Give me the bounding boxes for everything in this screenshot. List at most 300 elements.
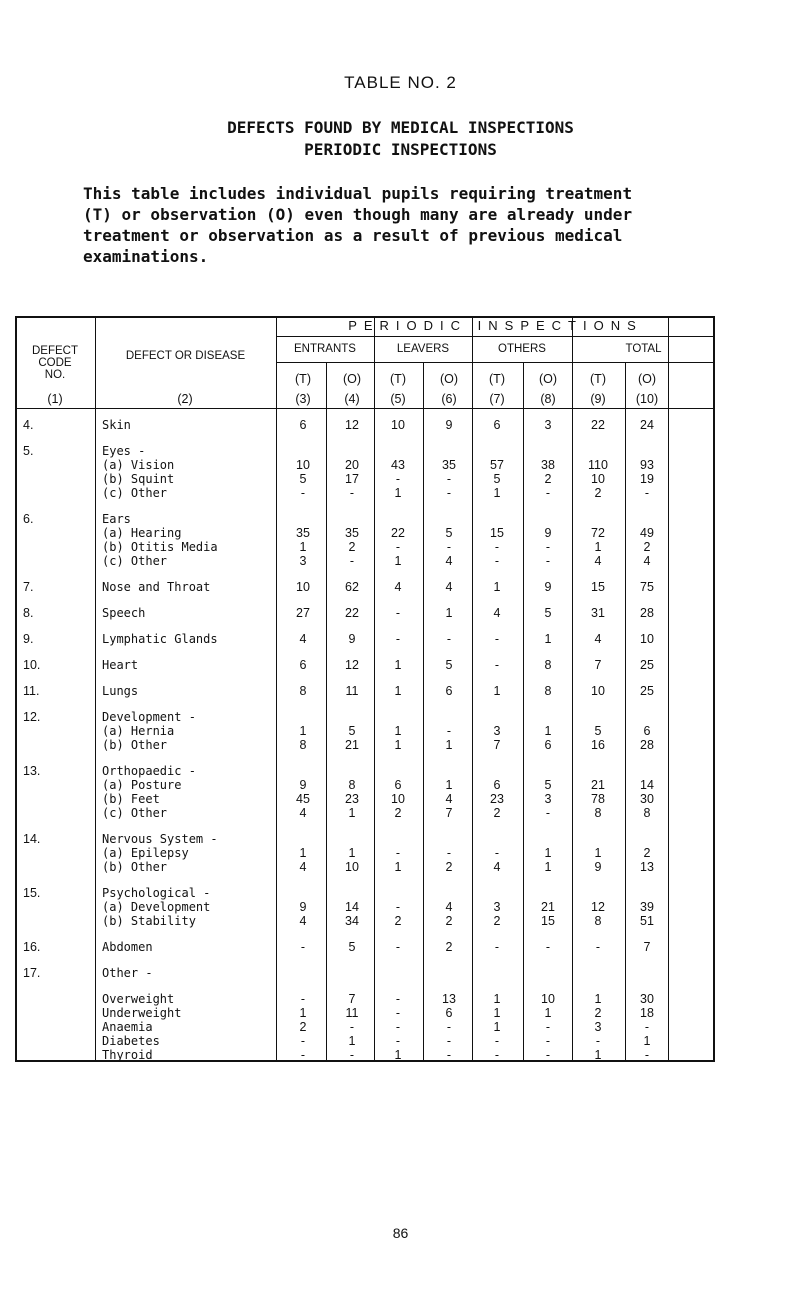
table-cell: 72 bbox=[591, 526, 605, 540]
title-line-2: PERIODIC INSPECTIONS bbox=[304, 140, 497, 159]
defect-label: (b) Feet bbox=[102, 792, 160, 806]
table-cell: - bbox=[595, 940, 601, 954]
table-cell: 1 bbox=[544, 724, 552, 738]
defect-code: 11. bbox=[23, 684, 40, 698]
table-cell: 11 bbox=[345, 1006, 359, 1020]
table-cell: 23 bbox=[345, 792, 359, 806]
grid-line bbox=[276, 336, 715, 337]
column-number: (6) bbox=[441, 392, 457, 406]
table-cell: 1 bbox=[394, 486, 402, 500]
table-cell: - bbox=[545, 1020, 551, 1034]
table-cell: 11 bbox=[345, 684, 359, 698]
table-cell: - bbox=[395, 632, 401, 646]
table-cell: 7 bbox=[594, 658, 602, 672]
table-cell: 5 bbox=[299, 472, 307, 486]
table-cell: 15 bbox=[541, 914, 555, 928]
column-number: (5) bbox=[390, 392, 406, 406]
table-cell: 2 bbox=[544, 472, 552, 486]
table-cell: 23 bbox=[490, 792, 504, 806]
table-cell: - bbox=[300, 940, 306, 954]
column-subheader: (O) bbox=[342, 372, 362, 386]
table-cell: 1 bbox=[299, 540, 307, 554]
defect-label: (a) Epilepsy bbox=[102, 846, 189, 860]
intro-line: This table includes individual pupils requiring treatment bbox=[83, 184, 633, 203]
table-cell: 1 bbox=[394, 658, 402, 672]
table-cell: 1 bbox=[493, 486, 501, 500]
table-cell: 4 bbox=[299, 914, 307, 928]
defect-code: 12. bbox=[23, 710, 41, 724]
table-cell: 2 bbox=[445, 914, 453, 928]
table-cell: 28 bbox=[640, 606, 654, 620]
table-cell: 9 bbox=[544, 580, 552, 594]
table-cell: 4 bbox=[445, 554, 453, 568]
table-cell: - bbox=[446, 632, 452, 646]
table-cell: - bbox=[545, 486, 551, 500]
defect-label: Heart bbox=[102, 658, 139, 672]
column-number: (7) bbox=[489, 392, 505, 406]
defect-label: (a) Posture bbox=[102, 778, 182, 792]
table-cell: 4 bbox=[299, 806, 307, 820]
table-cell: - bbox=[395, 606, 401, 620]
defect-label: (c) Other bbox=[102, 554, 168, 568]
grid-line bbox=[95, 316, 96, 1062]
table-cell: - bbox=[349, 554, 355, 568]
table-cell: 17 bbox=[345, 472, 359, 486]
table-cell: 6 bbox=[445, 684, 453, 698]
table-cell: 5 bbox=[445, 658, 453, 672]
table-cell: 1 bbox=[493, 1006, 501, 1020]
defect-code: 7. bbox=[23, 580, 34, 594]
table-cell: 10 bbox=[296, 458, 310, 472]
table-cell: - bbox=[300, 486, 306, 500]
table-cell: 5 bbox=[445, 526, 453, 540]
table-cell: 1 bbox=[594, 992, 602, 1006]
table-cell: 2 bbox=[493, 914, 501, 928]
table-cell: 30 bbox=[640, 992, 654, 1006]
table-cell: - bbox=[595, 1034, 601, 1048]
grid-line bbox=[276, 362, 715, 363]
table-cell: 12 bbox=[345, 658, 359, 672]
table-cell: 7 bbox=[348, 992, 356, 1006]
column-number: (1) bbox=[47, 392, 63, 406]
table-cell: 21 bbox=[541, 900, 555, 914]
table-cell: 35 bbox=[442, 458, 456, 472]
table-cell: 57 bbox=[490, 458, 504, 472]
table-cell: 25 bbox=[640, 658, 654, 672]
table-cell: 2 bbox=[394, 914, 402, 928]
table-cell: 4 bbox=[445, 792, 453, 806]
table-cell: 10 bbox=[640, 632, 654, 646]
table-cell: 1 bbox=[394, 738, 402, 752]
column-number: (2) bbox=[177, 392, 193, 406]
table-cell: 15 bbox=[591, 580, 605, 594]
table-cell: 5 bbox=[493, 472, 501, 486]
table-cell: 9 bbox=[594, 860, 602, 874]
table-cell: 10 bbox=[591, 472, 605, 486]
table-cell: 9 bbox=[299, 900, 307, 914]
table-cell: 2 bbox=[299, 1020, 307, 1034]
table-cell: 3 bbox=[493, 724, 501, 738]
defect-code: 9. bbox=[23, 632, 34, 646]
table-cell: 8 bbox=[544, 684, 552, 698]
table-cell: - bbox=[395, 940, 401, 954]
table-cell: 13 bbox=[442, 992, 456, 1006]
table-cell: 10 bbox=[296, 580, 310, 594]
table-cell: 45 bbox=[296, 792, 310, 806]
table-cell: 4 bbox=[493, 860, 501, 874]
defect-label: Development - bbox=[102, 710, 196, 724]
defect-label: Overweight bbox=[102, 992, 175, 1006]
table-cell: 62 bbox=[345, 580, 359, 594]
table-cell: 1 bbox=[544, 632, 552, 646]
table-cell: 49 bbox=[640, 526, 654, 540]
table-cell: - bbox=[494, 1034, 500, 1048]
defect-label: (a) Vision bbox=[102, 458, 175, 472]
column-subheader: (O) bbox=[439, 372, 459, 386]
table-cell: - bbox=[446, 846, 452, 860]
table-cell: 1 bbox=[493, 1020, 501, 1034]
defect-code: 14. bbox=[23, 832, 41, 846]
defect-label: (b) Other bbox=[102, 738, 168, 752]
defect-code: 17. bbox=[23, 966, 41, 980]
defect-label: Nose and Throat bbox=[102, 580, 211, 594]
table-cell: 10 bbox=[591, 684, 605, 698]
table-cell: 2 bbox=[594, 486, 602, 500]
defect-label: (a) Hearing bbox=[102, 526, 182, 540]
defect-label: Lungs bbox=[102, 684, 139, 698]
table-cell: - bbox=[395, 900, 401, 914]
table-cell: 1 bbox=[544, 860, 552, 874]
table-cell: - bbox=[349, 1048, 355, 1062]
table-cell: 1 bbox=[445, 606, 453, 620]
table-cell: 1 bbox=[348, 1034, 356, 1048]
table-cell: 1 bbox=[445, 778, 453, 792]
table-cell: 8 bbox=[299, 738, 307, 752]
table-cell: 6 bbox=[394, 778, 402, 792]
table-cell: 34 bbox=[345, 914, 359, 928]
table-cell: - bbox=[300, 1034, 306, 1048]
column-number: (3) bbox=[295, 392, 311, 406]
table-cell: 15 bbox=[490, 526, 504, 540]
column-subheader: (T) bbox=[590, 372, 606, 386]
table-cell: 1 bbox=[394, 724, 402, 738]
table-cell: - bbox=[446, 472, 452, 486]
intro-line: treatment or observation as a result of previous medical bbox=[83, 226, 623, 245]
column-subheader: (T) bbox=[390, 372, 406, 386]
table-cell: 4 bbox=[445, 580, 453, 594]
code-header: DEFECT CODE NO. bbox=[32, 345, 78, 381]
column-group-header: OTHERS bbox=[498, 343, 546, 355]
table-cell: 2 bbox=[643, 540, 651, 554]
table-cell: - bbox=[494, 632, 500, 646]
table-cell: 28 bbox=[640, 738, 654, 752]
defect-label: Ears bbox=[102, 512, 131, 526]
defect-label: (a) Development bbox=[102, 900, 211, 914]
table-cell: 1 bbox=[594, 1048, 602, 1062]
table-cell: 1 bbox=[348, 846, 356, 860]
table-cell: - bbox=[644, 1020, 650, 1034]
column-group-header: TOTAL bbox=[625, 343, 662, 355]
table-cell: 1 bbox=[493, 992, 501, 1006]
table-cell: 4 bbox=[643, 554, 651, 568]
table-cell: 5 bbox=[544, 606, 552, 620]
table-cell: 3 bbox=[544, 418, 552, 432]
table-cell: - bbox=[545, 1048, 551, 1062]
periodic-inspections-header: PERIODIC INSPECTIONS bbox=[348, 318, 643, 333]
table-cell: - bbox=[395, 540, 401, 554]
table-cell: 5 bbox=[348, 724, 356, 738]
table-cell: 22 bbox=[591, 418, 605, 432]
table-cell: - bbox=[446, 1034, 452, 1048]
table-cell: 1 bbox=[299, 724, 307, 738]
table-cell: - bbox=[300, 992, 306, 1006]
defect-code: 6. bbox=[23, 512, 34, 526]
table-cell: 8 bbox=[594, 914, 602, 928]
table-cell: - bbox=[395, 1006, 401, 1020]
table-cell: 1 bbox=[394, 684, 402, 698]
defect-code: 8. bbox=[23, 606, 34, 620]
table-cell: 2 bbox=[394, 806, 402, 820]
table-cell: - bbox=[300, 1048, 306, 1062]
table-cell: 6 bbox=[299, 658, 307, 672]
table-cell: - bbox=[494, 940, 500, 954]
defect-label: Orthopaedic - bbox=[102, 764, 196, 778]
table-cell: - bbox=[494, 846, 500, 860]
table-cell: 5 bbox=[348, 940, 356, 954]
disease-header: DEFECT OR DISEASE bbox=[125, 350, 246, 362]
defect-label: (b) Other bbox=[102, 860, 168, 874]
defect-code: 13. bbox=[23, 764, 41, 778]
table-cell: 6 bbox=[544, 738, 552, 752]
table-cell: 7 bbox=[445, 806, 453, 820]
table-cell: 10 bbox=[345, 860, 359, 874]
defect-label: Anaemia bbox=[102, 1020, 153, 1034]
table-cell: - bbox=[545, 540, 551, 554]
table-cell: 5 bbox=[544, 778, 552, 792]
table-cell: - bbox=[446, 1020, 452, 1034]
table-cell: 110 bbox=[588, 458, 608, 472]
table-cell: 1 bbox=[299, 1006, 307, 1020]
table-cell: 14 bbox=[345, 900, 359, 914]
defect-label: Underweight bbox=[102, 1006, 182, 1020]
table-cell: - bbox=[446, 1048, 452, 1062]
column-group-header: ENTRANTS bbox=[294, 343, 356, 355]
table-cell: - bbox=[395, 472, 401, 486]
table-cell: - bbox=[644, 486, 650, 500]
table-cell: 3 bbox=[544, 792, 552, 806]
table-cell: - bbox=[446, 724, 452, 738]
defect-label: Eyes - bbox=[102, 444, 146, 458]
table-cell: 27 bbox=[296, 606, 310, 620]
defect-label: Abdomen bbox=[102, 940, 153, 954]
table-cell: 4 bbox=[445, 900, 453, 914]
table-cell: 10 bbox=[391, 792, 405, 806]
defect-code: 10. bbox=[23, 658, 41, 672]
table-cell: 4 bbox=[594, 554, 602, 568]
table-cell: - bbox=[494, 540, 500, 554]
defect-label: Nervous System - bbox=[102, 832, 218, 846]
table-cell: 3 bbox=[594, 1020, 602, 1034]
table-cell: - bbox=[545, 940, 551, 954]
grid-line bbox=[423, 362, 424, 1062]
table-cell: 21 bbox=[345, 738, 359, 752]
table-cell: - bbox=[395, 992, 401, 1006]
table-cell: 6 bbox=[493, 418, 501, 432]
table-cell: 3 bbox=[299, 554, 307, 568]
table-cell: 7 bbox=[493, 738, 501, 752]
table-cell: 16 bbox=[591, 738, 605, 752]
table-cell: 6 bbox=[643, 724, 651, 738]
defect-label: Lymphatic Glands bbox=[102, 632, 218, 646]
table-cell: - bbox=[494, 554, 500, 568]
table-cell: - bbox=[349, 1020, 355, 1034]
table-cell: 12 bbox=[591, 900, 605, 914]
table-cell: 8 bbox=[544, 658, 552, 672]
defect-code: 16. bbox=[23, 940, 41, 954]
table-cell: 9 bbox=[348, 632, 356, 646]
table-cell: 9 bbox=[544, 526, 552, 540]
defect-label: (b) Squint bbox=[102, 472, 175, 486]
table-cell: 1 bbox=[348, 806, 356, 820]
table-cell: 8 bbox=[348, 778, 356, 792]
table-cell: 8 bbox=[299, 684, 307, 698]
table-cell: - bbox=[395, 1020, 401, 1034]
table-cell: 2 bbox=[643, 846, 651, 860]
column-subheader: (O) bbox=[637, 372, 657, 386]
table-cell: - bbox=[494, 658, 500, 672]
defect-label: Speech bbox=[102, 606, 146, 620]
table-cell: 25 bbox=[640, 684, 654, 698]
table-cell: 43 bbox=[391, 458, 405, 472]
table-cell: 13 bbox=[640, 860, 654, 874]
table-cell: 10 bbox=[541, 992, 555, 1006]
table-cell: 2 bbox=[445, 940, 453, 954]
table-cell: 1 bbox=[493, 684, 501, 698]
table-cell: 2 bbox=[493, 806, 501, 820]
table-cell: 51 bbox=[640, 914, 654, 928]
column-number: (9) bbox=[590, 392, 606, 406]
table-cell: 35 bbox=[345, 526, 359, 540]
intro-line: (T) or observation (O) even though many are already under bbox=[83, 205, 633, 224]
defect-label: Diabetes bbox=[102, 1034, 160, 1048]
table-cell: 4 bbox=[299, 860, 307, 874]
table-cell: 9 bbox=[299, 778, 307, 792]
table-cell: 2 bbox=[445, 860, 453, 874]
table-cell: - bbox=[446, 486, 452, 500]
table-cell: 21 bbox=[591, 778, 605, 792]
intro-line: examinations. bbox=[83, 247, 209, 266]
table-cell: 5 bbox=[594, 724, 602, 738]
column-number: (8) bbox=[540, 392, 556, 406]
grid-line bbox=[572, 316, 573, 1062]
table-cell: 39 bbox=[640, 900, 654, 914]
defect-label: Thyroid bbox=[102, 1048, 153, 1062]
table-cell: 75 bbox=[640, 580, 654, 594]
table-cell: - bbox=[644, 1048, 650, 1062]
table-cell: - bbox=[545, 806, 551, 820]
table-cell: 1 bbox=[394, 860, 402, 874]
table-cell: - bbox=[545, 1034, 551, 1048]
column-number: (4) bbox=[344, 392, 360, 406]
table-cell: - bbox=[349, 486, 355, 500]
defect-label: (b) Stability bbox=[102, 914, 196, 928]
table-cell: - bbox=[494, 1048, 500, 1062]
column-subheader: (T) bbox=[295, 372, 311, 386]
table-cell: 8 bbox=[594, 806, 602, 820]
defect-code: 15. bbox=[23, 886, 41, 900]
table-cell: 1 bbox=[544, 1006, 552, 1020]
table-cell: 6 bbox=[299, 418, 307, 432]
grid-line bbox=[276, 316, 277, 1062]
table-cell: 7 bbox=[643, 940, 651, 954]
table-cell: 22 bbox=[391, 526, 405, 540]
table-cell: 8 bbox=[643, 806, 651, 820]
table-cell: 30 bbox=[640, 792, 654, 806]
defect-label: (b) Otitis Media bbox=[102, 540, 218, 554]
table-cell: 1 bbox=[594, 846, 602, 860]
table-cell: 9 bbox=[445, 418, 453, 432]
grid-line bbox=[15, 408, 715, 409]
table-cell: 1 bbox=[394, 1048, 402, 1062]
table-cell: 20 bbox=[345, 458, 359, 472]
table-cell: 38 bbox=[541, 458, 555, 472]
table-cell: 1 bbox=[643, 1034, 651, 1048]
table-cell: 14 bbox=[640, 778, 654, 792]
table-cell: 4 bbox=[394, 580, 402, 594]
table-cell: 24 bbox=[640, 418, 654, 432]
table-cell: 1 bbox=[394, 554, 402, 568]
table-cell: 4 bbox=[493, 606, 501, 620]
column-subheader: (T) bbox=[489, 372, 505, 386]
table-cell: 1 bbox=[544, 846, 552, 860]
table-cell: 12 bbox=[345, 418, 359, 432]
table-cell: 1 bbox=[299, 846, 307, 860]
column-subheader: (O) bbox=[538, 372, 558, 386]
table-cell: - bbox=[446, 540, 452, 554]
page-heading: TABLE NO. 2 bbox=[344, 73, 457, 92]
column-number: (10) bbox=[635, 392, 659, 406]
table-cell: 35 bbox=[296, 526, 310, 540]
table-cell: - bbox=[545, 554, 551, 568]
page-number: 86 bbox=[392, 1225, 409, 1241]
table-cell: 1 bbox=[594, 540, 602, 554]
table-cell: 6 bbox=[493, 778, 501, 792]
defect-label: Psychological - bbox=[102, 886, 211, 900]
table-cell: 78 bbox=[591, 792, 605, 806]
table-cell: 10 bbox=[391, 418, 405, 432]
title-line-1: DEFECTS FOUND BY MEDICAL INSPECTIONS bbox=[227, 118, 574, 137]
column-group-header: LEAVERS bbox=[396, 343, 450, 355]
table-cell: 4 bbox=[299, 632, 307, 646]
table-cell: 1 bbox=[445, 738, 453, 752]
table-cell: - bbox=[395, 1034, 401, 1048]
table-cell: - bbox=[395, 846, 401, 860]
table-cell: 3 bbox=[493, 900, 501, 914]
table-cell: 19 bbox=[640, 472, 654, 486]
table-cell: 22 bbox=[345, 606, 359, 620]
table-cell: 6 bbox=[445, 1006, 453, 1020]
table-cell: 1 bbox=[493, 580, 501, 594]
table-cell: 2 bbox=[348, 540, 356, 554]
defect-code: 5. bbox=[23, 444, 34, 458]
defect-label: Skin bbox=[102, 418, 131, 432]
table-cell: 4 bbox=[594, 632, 602, 646]
table-cell: 2 bbox=[594, 1006, 602, 1020]
defect-label: Other - bbox=[102, 966, 153, 980]
defect-label: (a) Hernia bbox=[102, 724, 175, 738]
defect-label: (c) Other bbox=[102, 486, 168, 500]
table-cell: 93 bbox=[640, 458, 654, 472]
